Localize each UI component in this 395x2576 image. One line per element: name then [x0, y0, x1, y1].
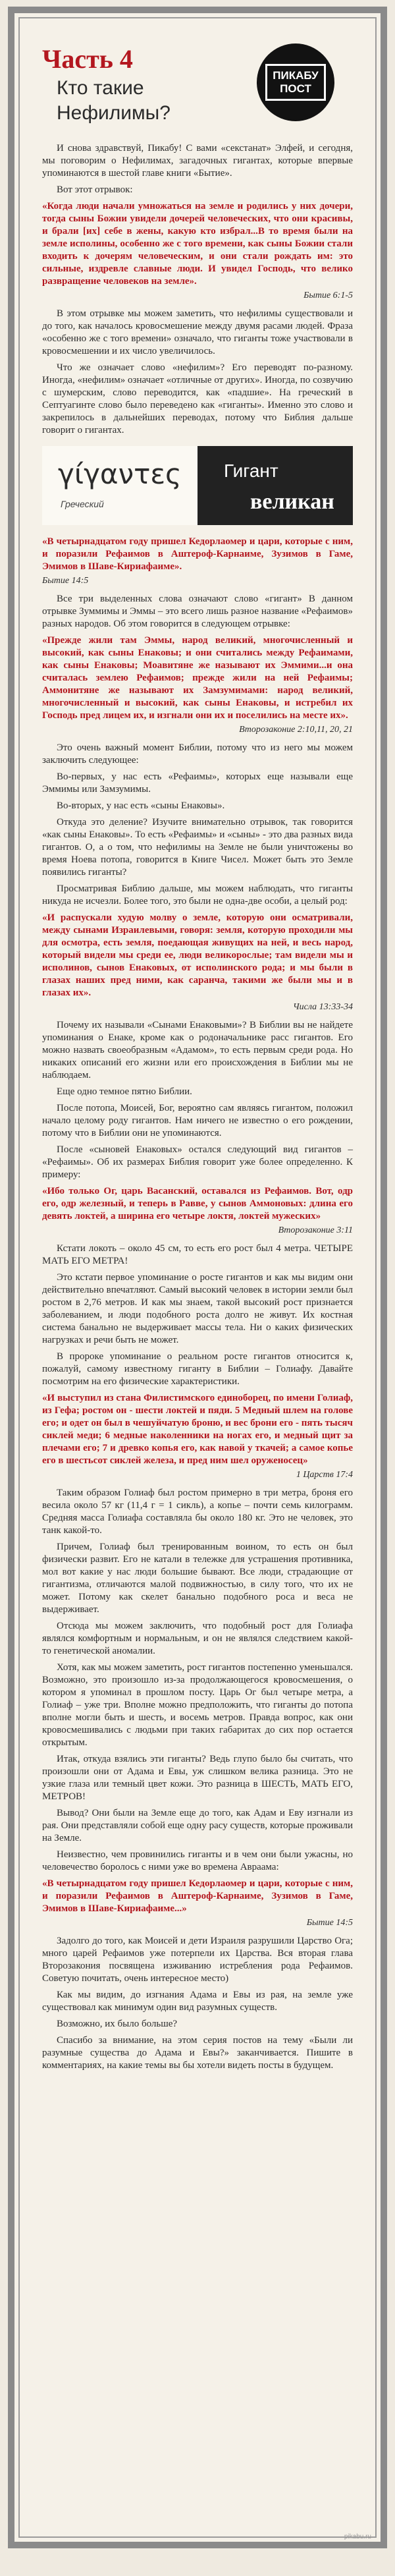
- site-watermark: pikabu.ru: [344, 2533, 371, 2540]
- bible-quote: «Когда люди начали умножаться на земле и родились у них дочери, тогда сыны Божии увидели дочерей человеческих, что они красивы, и брали [их] себе в жены, какую кто избрал...В то время были на земле исполины, особенно же с того времени, как сыны Божии стали входить к дочерям человеческим, и они стали рождать им: это сильные, издревле славные люди. И увидел Господь, что велико развращение человеков на земле».: [42, 201, 353, 287]
- bible-reference: Бытие 14:5: [306, 1918, 353, 1928]
- paragraph: Как мы видим, до изгнания Адама и Евы из рая, на земле уже существовал как минимум один вид разумных существ.: [42, 1990, 353, 2013]
- paragraph: В этом отрывке мы можем заметить, что нефилимы существовали и до того, как началось кровосмешение между двумя расами людей. Фраза «особенно же с того времени» означало, что гиганты тоже участвовали в кровосмешении и их число увеличилось.: [42, 308, 353, 356]
- post-inner-border: [18, 17, 377, 2538]
- greek-word-panel: [42, 446, 198, 525]
- paragraph: Во-вторых, у нас есть «сыны Енаковы».: [57, 800, 225, 811]
- paragraph: Вывод? Они были на Земле еще до того, как Адам и Еву изгнали из рая. Они представляли собой еще одну расу существ, которые проживали на Земле.: [42, 1808, 353, 1843]
- paragraph: Просматривая Библию дальше, мы можем наблюдать, что гиганты никуда не исчезли. Более того, это были не одна-две особи, а целый род:: [42, 883, 353, 907]
- paragraph: После потопа, Моисей, Бог, вероятно сам являясь гигантом, положил начало целому роду гигантов. Нам ничего не известно о его рождении, потому что в Библии они не упоминаются.: [42, 1103, 353, 1138]
- bible-reference: 1 Царств 17:4: [296, 1470, 353, 1480]
- bible-reference: Бытие 14:5: [42, 576, 89, 586]
- subtitle-line-1: Кто такие: [57, 77, 144, 99]
- paragraph: Почему их называли «Сынами Енаковыми»? В Библии вы не найдете упоминания о Енаке, кроме как о родоначальнике расс гигантов. Его можно назвать своеобразным «Адамом», то есть первым среди рода. Но никаких описаний его жизни или его происхождения в Библии мы не наблюдаем.: [42, 1020, 353, 1080]
- paragraph: Спасибо за внимание, на этом серия постов на тему «Были ли разумные существа до Адама и Евы?» заканчивается. Пишите в комментариях, на какие темы вы бы хотели видеть посты в будущем.: [42, 2035, 353, 2071]
- paragraph: Откуда это деление? Изучите внимательно отрывок, так говорится «как сыны Енаковы». То есть «Рефаимы» и «сыны» - это два разных вида гигантов. О, а о том, что нефилимы на Земле не были уничтожены во время Ноева потопа, говорится в Книге Чисел. Может быть это Земле появились гиганты?: [42, 817, 353, 878]
- paragraph: Неизвестно, чем провинились гиганты и в чем они были ужасны, но человечество боролось с ними уже во времена Авраама:: [42, 1849, 353, 1872]
- paragraph: Причем, Голиаф был тренированным воином, то есть он был физически развит. Его не катали в тележке для устрашения противника, мол вот какие у нас люди большие бывают. Все люди, страдающие от гигантизма, отличаются малой подвижностью, в силу того, что их не может. Потому как скелет банально подобного роса и веса не выдерживает.: [42, 1542, 353, 1615]
- post-header: [42, 43, 353, 142]
- paragraph: Задолго до того, как Моисей и дети Израиля разрушили Царство Ога; много царей Рефаимов уже потерпели их Царства. Вся вторая глава Второзакония посвящена изживанию истребления рода Рефаимов. Советую почитать, очень интересное место): [42, 1936, 353, 1984]
- greek-word-label: Греческий: [61, 499, 104, 509]
- subtitle-line-2: Нефилимы?: [57, 102, 171, 124]
- post-frame: [8, 7, 387, 2548]
- paragraph: Еще одно темное пятно Библии.: [57, 1086, 192, 1097]
- paragraph: Итак, откуда взялись эти гиганты? Ведь глупо было бы считать, что произошли они от Адама и Евы, уж слишком велика разница. Это не узкие глаза или темный цвет кожи. Это разница в ШЕСТЬ, МАТЬ ЕГО, МЕТРОВ!: [42, 1754, 353, 1802]
- post-body: [42, 142, 353, 2072]
- paragraph: Таким образом Голиаф был ростом примерно в три метра, броня его весила около 57 кг (11,4 г = 1 сикль), а копье – почти семь килограмм. Средняя масса Голиафа составляла бы около 180 кг. Это не человек, это танк какой-то.: [42, 1488, 353, 1536]
- russian-word-panel: [198, 446, 353, 525]
- pikabu-post-logo: [257, 43, 334, 121]
- giant-word-banner: [42, 446, 353, 525]
- greek-word: γίγαντες: [58, 458, 182, 490]
- bible-reference: Второзаконие 2:10,11, 20, 21: [239, 725, 353, 735]
- part-title: Часть 4: [42, 44, 133, 74]
- logo-line-2: ПОСТ: [280, 82, 311, 95]
- paragraph: Кстати локоть – около 45 см, то есть его рост был 4 метра. ЧЕТЫРЕ МАТЬ ЕГО МЕТРА!: [42, 1243, 353, 1266]
- bible-quote: «Ибо только Ог, царь Васанский, оставался из Рефаимов. Вот, одр его, одр железный, и теперь в Равве, у сынов Аммоновых: длина его девять локтей, а ширина его четыре локтя, локтей мужеских»: [42, 1186, 353, 1221]
- paragraph: Отсюда мы можем заключить, что подобный рост для Голиафа являлся комфортным и нормальным, и он не являлся следствием какой-то генетической аномалии.: [42, 1621, 353, 1656]
- paragraph: Что же означает слово «нефилим»? Его переводят по-разному. Иногда, «нефилим» означает «отличные от других». Иногда, по созвучию с шумерским, слово переводится, как «падшие». На греческий в Септуагинте слово было переведено как «гиганты». Именно это слово и закрепилось в дальнейших переводах, потому что Библия дальше говорит о гигантах.: [42, 362, 353, 435]
- paragraph: После «сыновей Енаковых» остался следующий вид гигантов – «Рефаимы». Об их размерах Библия говорит уже более определенно. К примеру:: [42, 1144, 353, 1180]
- paragraph: И снова здравствуй, Пикабу! С вами «секстанат» Элфей, и сегодня, мы поговорим о Нефилимах, загадочных гигантах, которые впервые упоминаются в шестой главе книги «Бытие».: [42, 143, 353, 179]
- paragraph: Все три выделенных слова означают слово «гигант» В данном отрывке Зуммимы и Эммы – это всего лишь разное название «Рефаимов» разных народов. Об этом говорится в следующем отрывке:: [42, 594, 353, 629]
- russian-word: Гигант: [224, 461, 278, 481]
- bible-quote: «И выступил из стана Филистимского единоборец, по имени Голиаф, из Гефа; ростом он - шести локтей и пяди. 5 Медный шлем на голове его; и одет он был в чешуйчатую броню, и вес брони его - пять тысяч сиклей меди; 6 медные наколенники на ногах его, и медный щит за плечами его; 7 и древко копья его, как навой у ткачей; а самое копье его в шестьсот сиклей железа, и пред ним шел оруженосец»: [42, 1393, 353, 1466]
- bible-quote: «Прежде жили там Эммы, народ великий, многочисленный и высокий, как сыны Енаковы; и они считались между Рефаимами, как сыны Енаковы; Моавитяне же называют их Эммими...и она считалась землею Рефаимов; прежде жили на ней Рефаимы; Аммонитяне же называют их Замзумимами: народ великий, многочисленный и высокий, как сыны Енаковы, и истребил их Господь пред лицем их, и изгнали они их и поселились на месте их».: [42, 635, 353, 721]
- paragraph: Это кстати первое упоминание о росте гигантов и как мы видим они действительно впечатляют. Самый высокий человек в истории земли был ростом в 2,76 метров. И как мы знаем, такой высокий рост признается заболеванием, и люди подобного роста долго не живут. Их костная система банально не выдерживает массы тела. Ни о каких физических нагрузках и речи быть не может.: [42, 1272, 353, 1345]
- paragraph: Это очень важный момент Библии, потому что из него мы можем заключить следующее:: [42, 742, 353, 766]
- russian-word-label: великан: [250, 490, 334, 514]
- bible-quote: «В четырнадцатом году пришел Кедорлаомер и цари, которые с ним, и поразили Рефаимов в Аштероф-Карнаиме, Зузимов в Гаме, Эмимов в Шаве-Кириафаиме».: [42, 536, 353, 572]
- paragraph: В пророке упоминание о реальном росте гигантов относится к, пожалуй, самому известному гиганту в Библии – Голиафу. Давайте посмотрим на его физические характеристики.: [42, 1351, 353, 1387]
- paragraph: Вот этот отрывок:: [57, 184, 133, 195]
- paragraph: Во-первых, у нас есть «Рефаимы», которых еще называли еще Эммимы или Замзумимы.: [42, 771, 353, 795]
- paragraph: Хотя, как мы можем заметить, рост гигантов постепенно уменьшался. Возможно, это произошло из-за продолжающегося кровосмешения, о котором я упоминал в прошлом посту. Царь Ог был четыре метра, а Голиаф – уже три. Вполне можно предположить, что гиганты до потопа вполне могли быть и шесть, и восемь метров. Правда вопрос, как они кровосмешивались с людьми при таких габаритах до сих пор остается открытым.: [42, 1662, 353, 1748]
- logo-line-1: ПИКАБУ: [273, 69, 319, 82]
- bible-reference: Второзаконие 3:11: [278, 1225, 353, 1235]
- bible-quote: «И распускали худую молву о земле, которую они осматривали, между сынами Израилевыми, говоря: земля, которую проходили мы для осмотра, есть земля, поедающая живущих на ней, и весь народ, который видели мы среди ее, люди великорослые; там видели мы и исполинов, сынов Енаковых, от исполинского рода; и мы были в глазах наших пред ними, как саранча, такими же были мы и в глазах их».: [42, 912, 353, 998]
- logo-text-box: [265, 64, 325, 101]
- bible-reference: Бытие 6:1-5: [303, 291, 353, 300]
- paragraph: Возможно, их было больше?: [57, 2019, 178, 2029]
- bible-quote: «В четырнадцатом году пришел Кедорлаомер и цари, которые с ним, и поразили Рефаимов в Аштероф-Карнаиме, Зузимов в Гаме, Эмимов в Шаве-Кириафаиме...»: [42, 1878, 353, 1914]
- bible-reference: Числа 13:33-34: [293, 1002, 353, 1012]
